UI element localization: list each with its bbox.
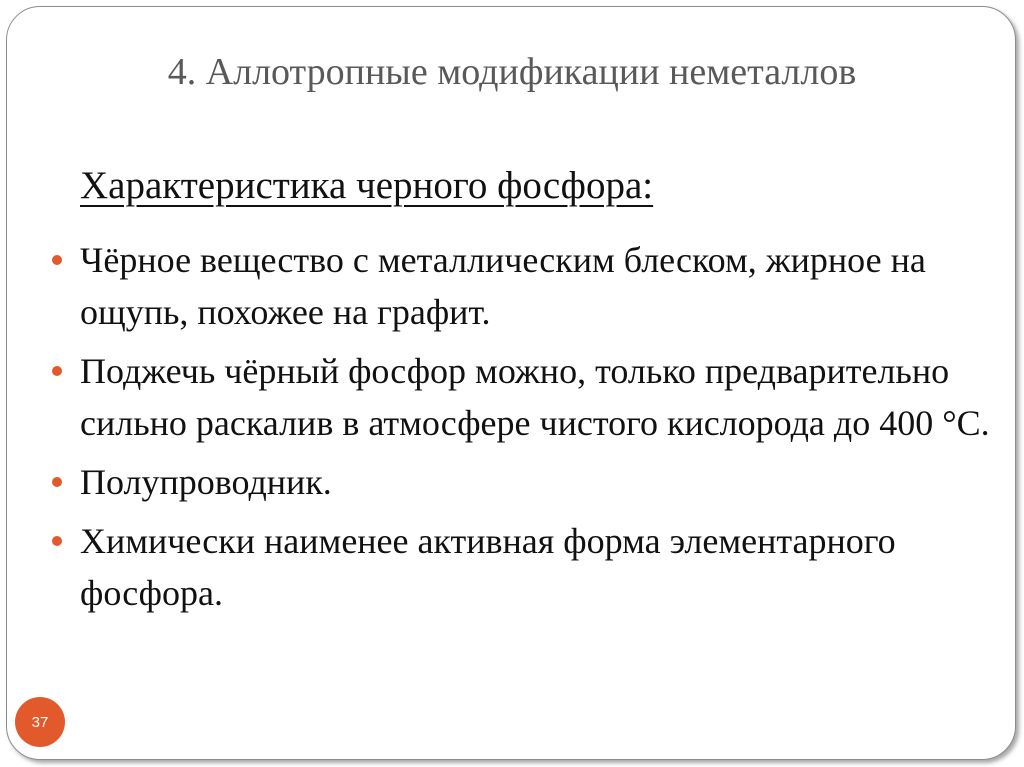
bullet-item xyxy=(80,515,1000,619)
bullet-text: Чёрное вещество с металлическим блеском, жирное на ощупь, похожее на графит. xyxy=(80,240,926,332)
bullet-dot-icon xyxy=(52,477,62,487)
bullet-item xyxy=(80,345,1000,449)
bullet-text: Химически наименее активная форма элементарного фосфора. xyxy=(80,521,896,613)
bullet-list xyxy=(80,234,1000,626)
bullet-dot-icon xyxy=(52,366,62,376)
bullet-item xyxy=(80,456,1000,508)
section-subtitle: Характеристика черного фосфора: xyxy=(80,164,654,207)
page-number-badge: 37 xyxy=(15,697,65,747)
bullet-dot-icon xyxy=(52,536,62,546)
bullet-item xyxy=(80,234,1000,338)
bullet-dot-icon xyxy=(52,255,62,265)
bullet-text: Поджечь чёрный фосфор можно, только предварительно сильно раскалив в атмосфере чистого кислорода до 400 °C. xyxy=(80,351,990,443)
bullet-text: Полупроводник. xyxy=(80,462,332,502)
slide-title: 4. Аллотропные модификации неметаллов xyxy=(167,51,857,93)
